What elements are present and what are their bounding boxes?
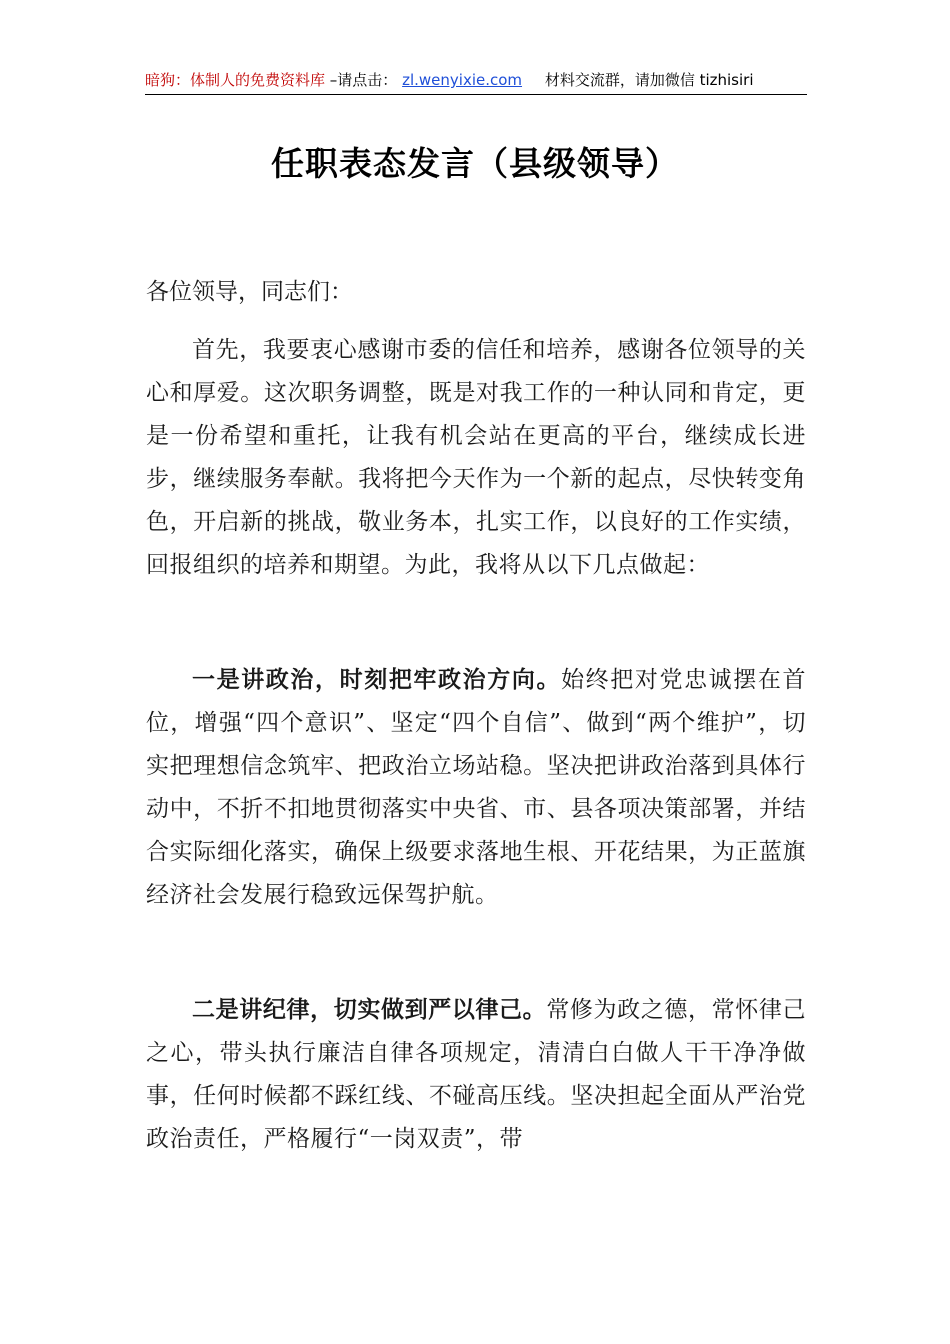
- paragraph-intro: [146, 329, 806, 587]
- header-click-prompt: –请点击：: [329, 71, 398, 89]
- document-title: 任职表态发言（县级领导）: [271, 144, 679, 183]
- header-link[interactable]: zl.wenyixie.com: [402, 71, 523, 89]
- header-brand: 暗狗：体制人的免费资料库: [145, 71, 326, 89]
- greeting: 各位领导，同志们：: [146, 279, 353, 305]
- paragraph-point-1: [146, 659, 806, 917]
- header-contact: 材料交流群，请加微信 tizhisiri: [544, 71, 754, 89]
- paragraph-point-2: [146, 989, 806, 1161]
- paragraph-text: 始终把对党忠诚摆在首位，增强“四个意识”、坚定“四个自信”、做到“两个维护”，切实把理想信念筑牢、把政治立场站稳。坚决把讲政治落到具体行动中，不折不扣地贯彻落实中央省、市、县各项决策部署，并结合实际细化落实，确保上级要求落地生根、开花结果，为正蓝旗经济社会发展行稳致远保驾护航。: [146, 667, 807, 908]
- paragraph-lead: 一是讲政治，时刻把牢政治方向。: [192, 667, 562, 693]
- watermark-header: [145, 66, 807, 95]
- paragraph-text: 常修为政之德，常怀律己之心，带头执行廉洁自律各项规定，清清白白做人干干净净做事，任何时候都不踩红线、不碰高压线。坚决担起全面从严治党政治责任，严格履行“一岗双责”，带: [146, 997, 807, 1152]
- paragraph-text: 首先，我要衷心感谢市委的信任和培养，感谢各位领导的关心和厚爱。这次职务调整，既是对我工作的一种认同和肯定，更是一份希望和重托，让我有机会站在更高的平台，继续成长进步，继续服务奉献。我将把今天作为一个新的起点，尽快转变角色，开启新的挑战，敬业务本，扎实工作，以良好的工作实绩，回报组织的培养和期望。为此，我将从以下几点做起：: [146, 337, 806, 578]
- paragraph-lead: 二是讲纪律，切实做到严以律己。: [192, 997, 547, 1023]
